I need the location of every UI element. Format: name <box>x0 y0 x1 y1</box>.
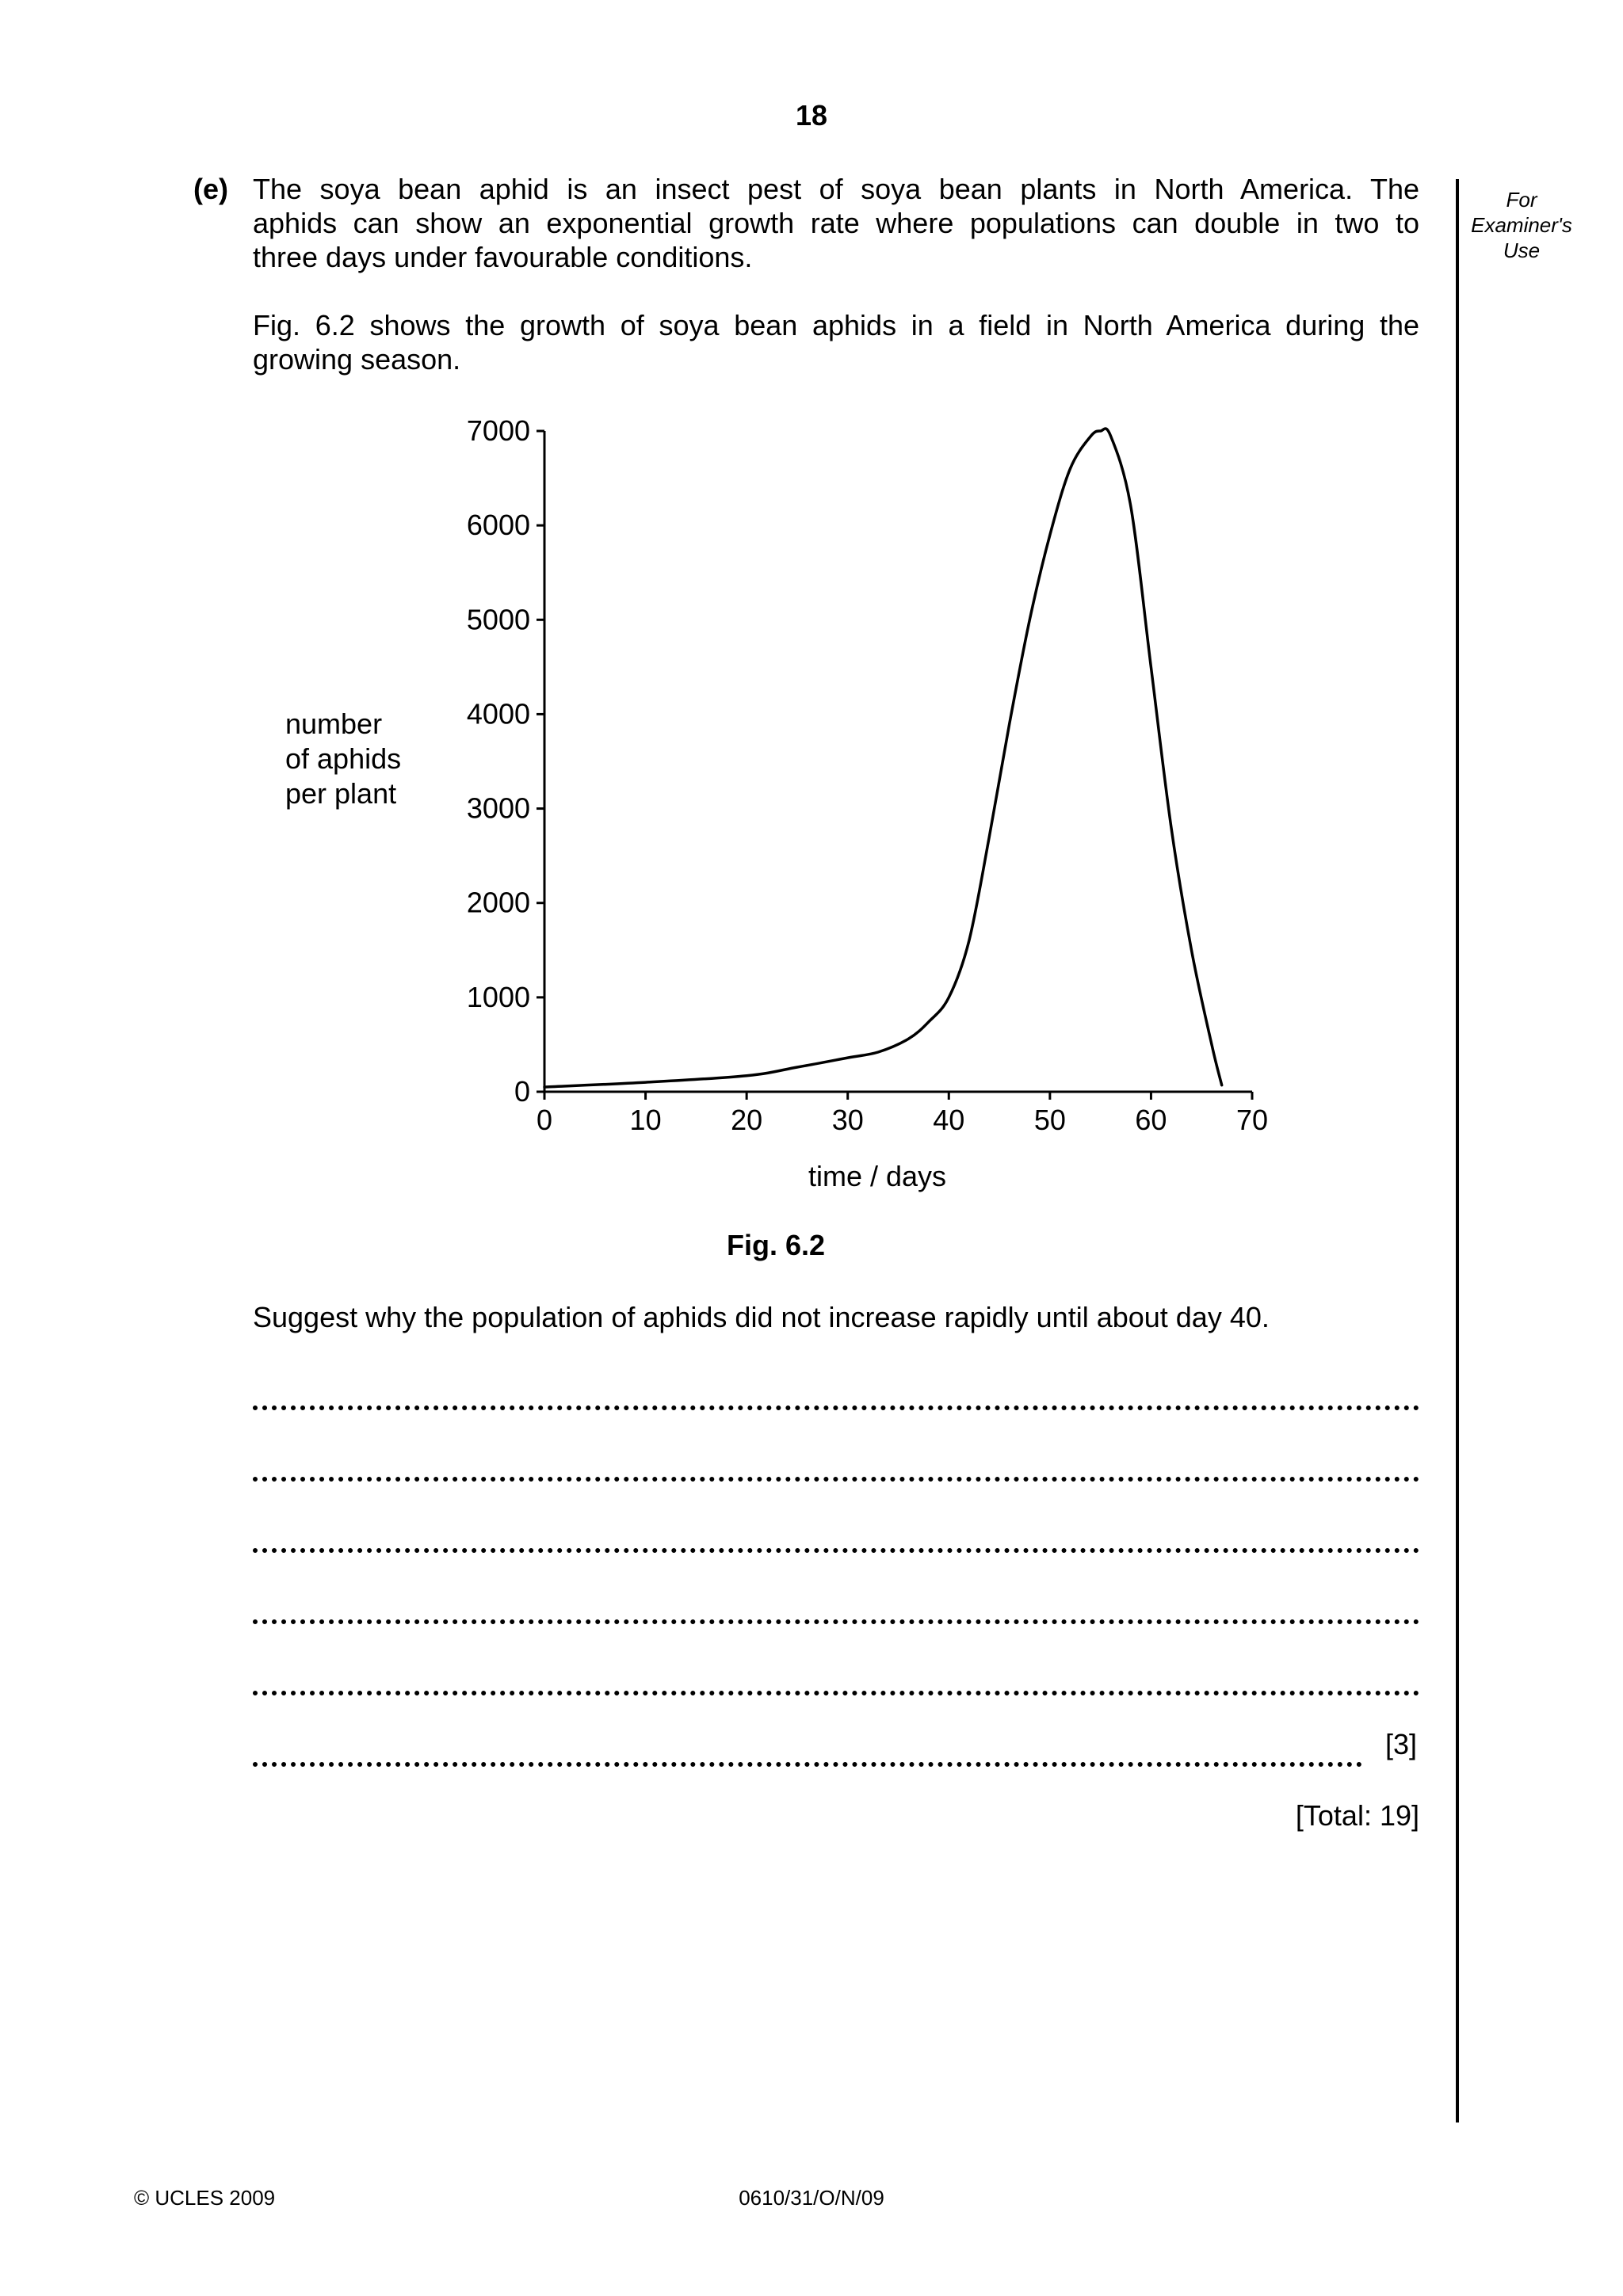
margin-note-line: Use <box>1503 238 1541 262</box>
part-label: (e) <box>193 173 228 205</box>
marks-available: [3] <box>1385 1728 1418 1760</box>
y-axis-label-line: of aphids <box>285 742 402 775</box>
margin-note-line: For <box>1506 188 1537 212</box>
y-axis-label-line: per plant <box>285 777 397 810</box>
x-tick-label: 10 <box>629 1104 662 1136</box>
y-axis-ticks <box>467 414 544 1108</box>
x-tick-label: 40 <box>933 1104 965 1136</box>
aphid-population-line <box>544 429 1222 1087</box>
answer-line[interactable] <box>253 1477 1419 1482</box>
y-tick-label: 7000 <box>466 414 530 447</box>
x-tick-label: 60 <box>1135 1104 1167 1136</box>
x-tick-label: 50 <box>1033 1104 1066 1136</box>
chart-series <box>544 429 1222 1087</box>
y-tick-label: 4000 <box>466 697 530 730</box>
footer-copyright: © UCLES 2009 <box>134 2186 276 2210</box>
y-axis-label-line: number <box>285 707 383 740</box>
total-marks: [Total: 19] <box>1295 1799 1419 1832</box>
question-prompt: Suggest why the population of aphids did not increase rapidly until about day 40. <box>253 1301 1270 1333</box>
y-tick-label: 2000 <box>466 886 530 919</box>
chart-axes <box>544 431 1252 1092</box>
x-tick-label: 70 <box>1235 1104 1269 1136</box>
figure-caption: Fig. 6.2 <box>726 1229 826 1261</box>
y-tick-label: 5000 <box>466 603 530 636</box>
intro-line: aphids can show an exponential growth rate where populations can double in two to <box>253 207 1419 239</box>
figure-reference-line: Fig. 6.2 shows the growth of soya bean aphids in a field in North America during the <box>253 309 1419 341</box>
margin-note-line: Examiner's <box>1471 213 1572 237</box>
figure-reference-line: growing season. <box>253 343 461 376</box>
intro-line: The soya bean aphid is an insect pest of soya bean plants in North America. The <box>253 173 1419 205</box>
answer-line[interactable] <box>253 1762 1362 1767</box>
y-tick-label: 1000 <box>466 980 530 1013</box>
answer-line[interactable] <box>253 1619 1419 1624</box>
x-tick-label: 20 <box>731 1104 763 1136</box>
footer-paper-code: 0610/31/O/N/09 <box>739 2186 884 2210</box>
y-axis-label <box>285 707 401 810</box>
page-number: 18 <box>795 99 828 132</box>
y-tick-label: 3000 <box>466 791 530 825</box>
intro-line: three days under favourable conditions. <box>253 241 753 273</box>
x-axis-ticks <box>537 1092 1268 1136</box>
answer-line[interactable] <box>253 1691 1419 1695</box>
x-axis-label: time / days <box>808 1160 947 1192</box>
y-tick-label: 6000 <box>466 509 530 542</box>
answer-line[interactable] <box>253 1405 1419 1410</box>
answer-line[interactable] <box>253 1548 1419 1553</box>
y-tick-label: 0 <box>514 1075 530 1108</box>
x-tick-label: 30 <box>831 1104 864 1136</box>
x-tick-label: 0 <box>536 1104 553 1136</box>
